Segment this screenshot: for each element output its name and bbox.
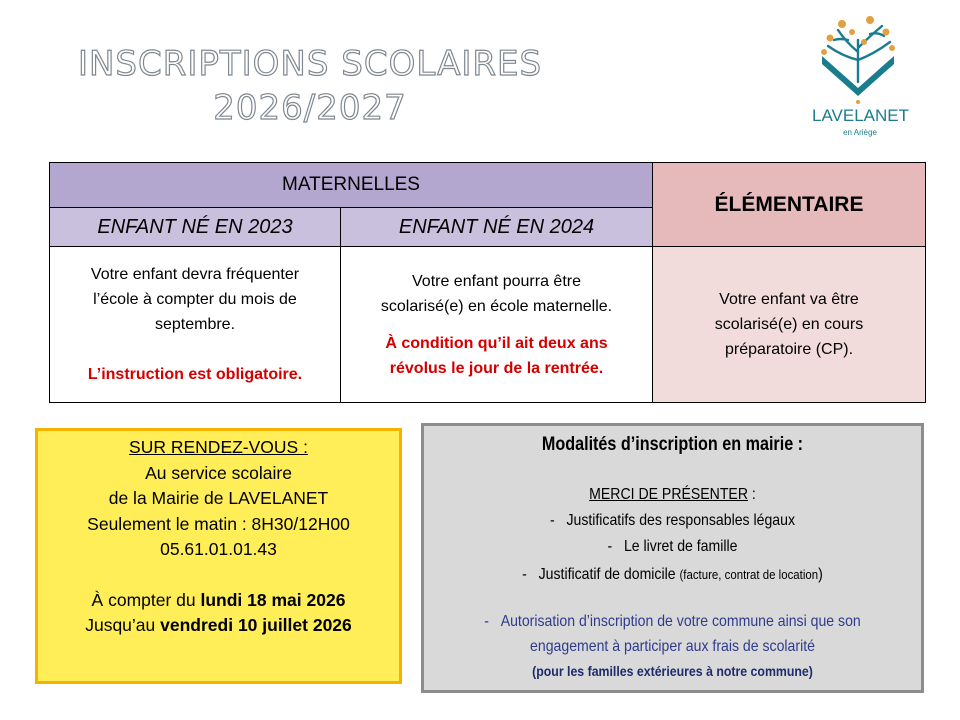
end-date: vendredi 10 juillet 2026 (160, 615, 352, 635)
appointment-phone[interactable]: 05.61.01.01.43 (160, 539, 277, 559)
bullet-4: - (484, 613, 489, 630)
maternelles-header: MATERNELLES (50, 163, 653, 208)
bullet-2: - (607, 538, 613, 555)
doc-item-3 (454, 566, 891, 584)
start-date: lundi 18 mai 2026 (200, 589, 346, 610)
appointment-start (38, 588, 399, 614)
appointment-line-1: Au service scolaire (145, 462, 292, 483)
doc-item-1 (454, 512, 891, 530)
cell-elementaire-line-2: scolarisé(e) en cours (714, 316, 864, 333)
col-2024-header: ENFANT NÉ EN 2024 (341, 208, 653, 247)
cell-elementaire-line-3: préparatoire (CP). (724, 341, 854, 358)
doc-item-3-text: Justificatif de domicile (538, 566, 676, 583)
cell-2023-line-1: Votre enfant devra fréquenter (90, 266, 300, 283)
doc-item-3-note: (facture, contrat de location (679, 567, 819, 582)
appointment-end (38, 613, 399, 639)
cell-2024-line-1: Votre enfant pourra être (412, 272, 581, 290)
merci-colon: : (747, 486, 756, 503)
lavelanet-logo (812, 12, 908, 162)
merci-line (454, 486, 891, 504)
modalites-box (421, 423, 924, 693)
logo-subtitle: en Ariège (843, 128, 877, 137)
cell-2024-condition-2: révolus le jour de la rentrée. (389, 359, 604, 377)
merci-label: MERCI DE PRÉSENTER (589, 486, 748, 503)
cell-2023 (50, 247, 341, 403)
logo-name: LAVELANET (812, 106, 910, 125)
cell-2024 (341, 247, 653, 403)
cell-2024-line-2: scolarisé(e) en école maternelle. (380, 297, 613, 315)
doc-item-4-note: (pour les familles extérieures à notre commune) (532, 663, 813, 679)
modalites-heading: Modalités d’inscription en mairie : (541, 434, 804, 455)
school-levels-table (49, 162, 926, 403)
title-line-2: 2026/2027 (213, 88, 407, 128)
cell-elementaire-line-1: Votre enfant va être (719, 291, 859, 308)
appointment-line-2: de la Mairie de LAVELANET (108, 488, 329, 508)
doc-item-1-text: Justificatifs des responsables légaux (566, 512, 795, 529)
cell-2023-mandatory: L’instruction est obligatoire. (87, 366, 303, 383)
appointment-hours: Seulement le matin : 8H30/12H00 (87, 513, 350, 534)
doc-item-2-text: Le livret de famille (623, 538, 738, 555)
cell-2023-line-3: septembre. (154, 316, 236, 333)
doc-item-4-line-1 (454, 609, 891, 634)
doc-item-2 (454, 538, 891, 556)
elementaire-header: ÉLÉMENTAIRE (653, 163, 926, 247)
page-title (40, 42, 580, 130)
col-2023-header: ENFANT NÉ EN 2023 (50, 208, 341, 247)
start-prefix: À compter du (91, 589, 201, 610)
appointment-heading: SUR RENDEZ-VOUS : (129, 437, 308, 457)
bullet-1: - (550, 512, 555, 529)
cell-2023-line-2: l’école à compter du mois de (93, 291, 297, 308)
cell-elementaire (653, 247, 926, 403)
end-prefix: Jusqu’au (85, 615, 161, 635)
cell-2024-condition-1: À condition qu’il ait deux ans (385, 334, 608, 352)
doc-item-4-line-2: engagement à participer aux frais de scolarité (530, 638, 815, 655)
bullet-3: - (522, 566, 527, 583)
title-line-1: INSCRIPTIONS SCOLAIRES (77, 44, 543, 84)
doc-item-4 (454, 609, 891, 659)
appointment-box (35, 428, 402, 684)
doc-item-4-text-1: Autorisation d’inscription de votre commune ainsi que son (500, 613, 861, 630)
doc-item-3-close: ) (818, 566, 823, 583)
tree-emblem-icon (812, 12, 908, 106)
